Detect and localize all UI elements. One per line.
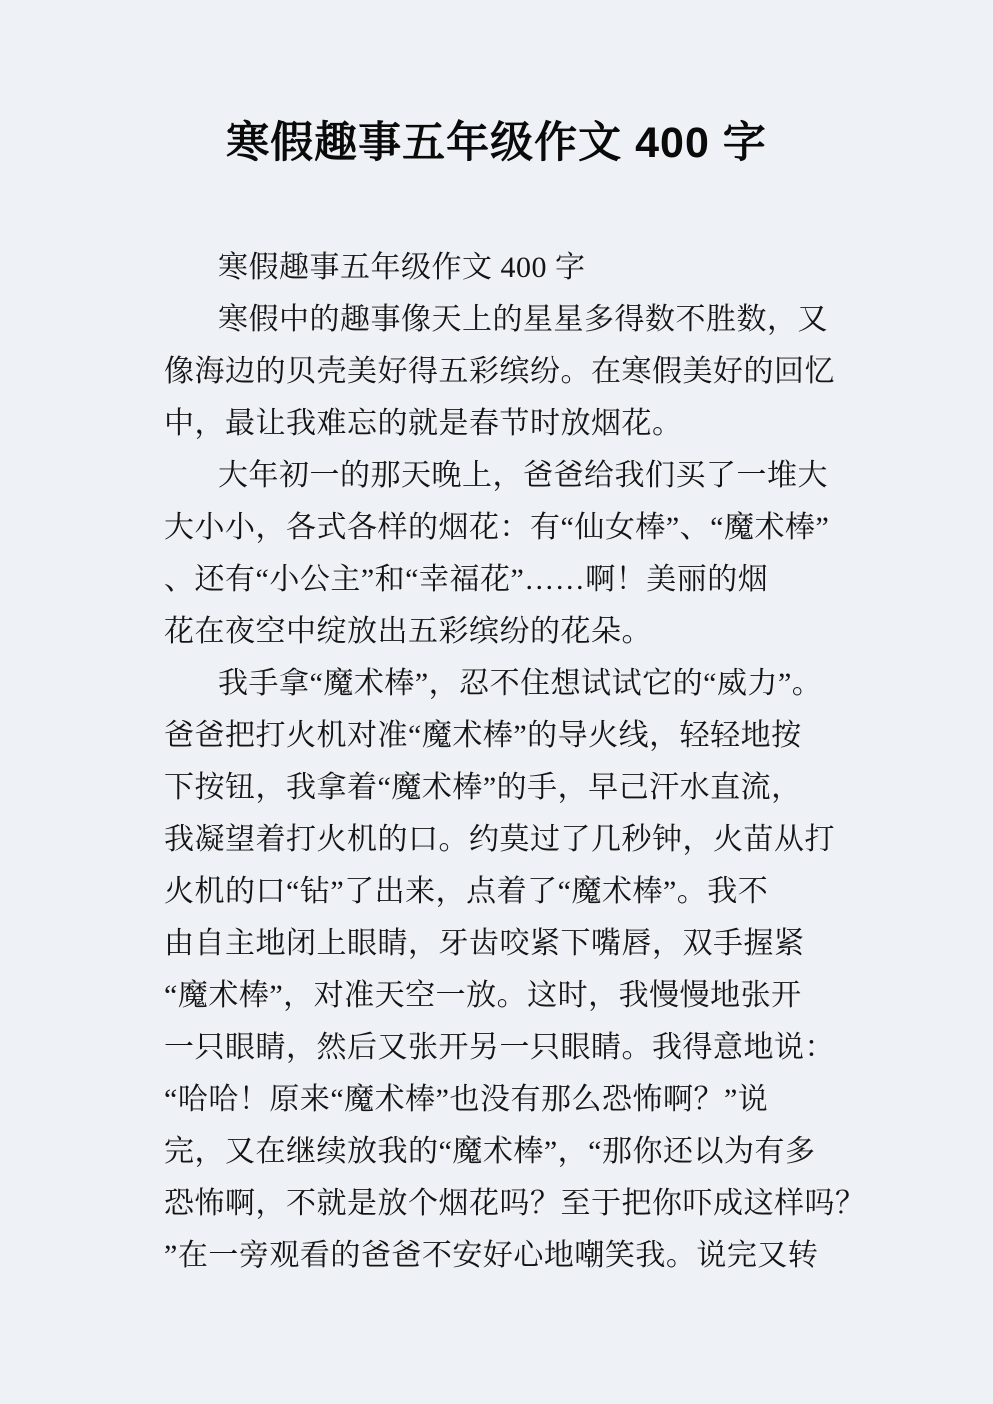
text-line: 由自主地闭上眼睛，牙齿咬紧下嘴唇，双手握紧 — [164, 927, 805, 960]
text-line: 我凝望着打火机的口。约莫过了几秒钟，火苗从打 — [164, 823, 835, 856]
text-line: 爸爸把打火机对准“魔术棒”的导火线，轻轻地按 — [164, 719, 802, 752]
text-line: 完，又在继续放我的“魔术棒”，“那你还以为有多 — [164, 1135, 816, 1168]
text-line: 下按钮，我拿着“魔术棒”的手，早己汗水直流， — [164, 771, 802, 804]
text-line: “魔术棒”，对准天空一放。这时，我慢慢地张开 — [164, 979, 802, 1012]
paragraph — [164, 658, 870, 1282]
document-title: 寒假趣事五年级作文 400 字 — [226, 119, 767, 167]
text-line: 火机的口“钻”了出来，点着了“魔术棒”。我不 — [164, 875, 769, 908]
text-line: 寒假趣事五年级作文 400 字 — [218, 251, 586, 284]
text-line: 大年初一的那天晚上，爸爸给我们买了一堆大 — [218, 459, 828, 492]
paragraph — [164, 242, 870, 294]
text-line: 大小小，各式各样的烟花：有“仙女棒”、“魔术棒” — [164, 511, 830, 544]
text-line: 花在夜空中绽放出五彩缤纷的花朵。 — [164, 615, 652, 648]
document-body — [164, 242, 870, 1282]
text-line: 恐怖啊，不就是放个烟花吗？至于把你吓成这样吗？ — [164, 1187, 866, 1220]
text-line: 一只眼睛，然后又张开另一只眼睛。我得意地说： — [164, 1031, 835, 1064]
text-line: 、还有“小公主”和“幸福花”……啊！美丽的烟 — [164, 563, 769, 596]
text-line: 我手拿“魔术棒”，忍不住想试试它的“威力”。 — [218, 667, 823, 700]
text-line: 中，最让我难忘的就是春节时放烟花。 — [164, 407, 683, 440]
text-line: ”在一旁观看的爸爸不安好心地嘲笑我。说完又转 — [164, 1239, 819, 1272]
paragraph — [164, 294, 870, 450]
text-line: “哈哈！原来“魔术棒”也没有那么恐怖啊？”说 — [164, 1083, 769, 1116]
text-line: 寒假中的趣事像天上的星星多得数不胜数，又 — [218, 303, 828, 336]
paragraph — [164, 450, 870, 658]
text-line: 像海边的贝壳美好得五彩缤纷。在寒假美好的回忆 — [164, 355, 835, 388]
